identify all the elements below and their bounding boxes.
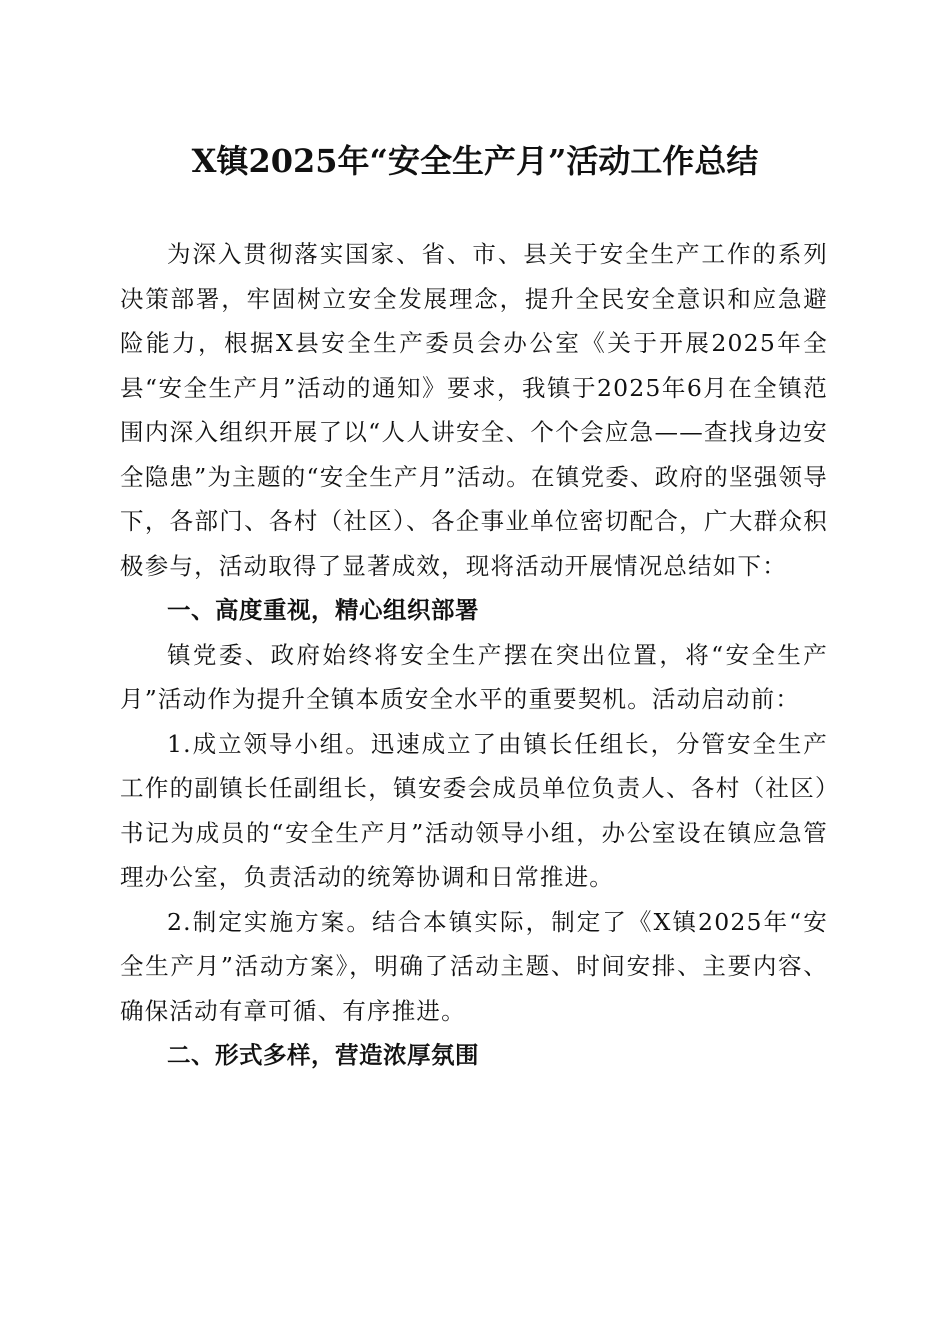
section-1-item-2: 2.制定实施方案。结合本镇实际，制定了《X镇2025年“安全生产月”活动方案》，明确了活动主题、时间安排、主要内容、确保活动有章可循、有序推进。 — [120, 907, 828, 1025]
document-title: X镇2025年“安全生产月”活动工作总结 — [191, 142, 759, 180]
section-2-heading: 二、形式多样，营造浓厚氛围 — [167, 1041, 479, 1069]
document-body — [120, 232, 828, 1078]
section-1-item-1: 1.成立领导小组。迅速成立了由镇长任组长，分管安全生产工作的副镇长任副组长，镇安委会成员单位负责人、各村（社区）书记为成员的“安全生产月”活动领导小组，办公室设在镇应急管理办公室，负责活动的统筹协调和日常推进。 — [120, 729, 828, 891]
intro-paragraph: 为深入贯彻落实国家、省、市、县关于安全生产工作的系列决策部署，牢固树立安全发展理念，提升全民安全意识和应急避险能力，根据X县安全生产委员会办公室《关于开展2025年全县“安全生产月”活动的通知》要求，我镇于2025年6月在全镇范围内深入组织开展了以“人人讲安全、个个会应急——查找身边安全隐患”为主题的“安全生产月”活动。在镇党委、政府的坚强领导下，各部门、各村（社区）、各企事业单位密切配合，广大群众积极参与，活动取得了显著成效，现将活动开展情况总结如下： — [120, 240, 828, 580]
section-1-heading: 一、高度重视，精心组织部署 — [167, 596, 479, 624]
section-1-paragraph: 镇党委、政府始终将安全生产摆在突出位置，将“安全生产月”活动作为提升全镇本质安全水平的重要契机。活动启动前： — [120, 640, 828, 713]
